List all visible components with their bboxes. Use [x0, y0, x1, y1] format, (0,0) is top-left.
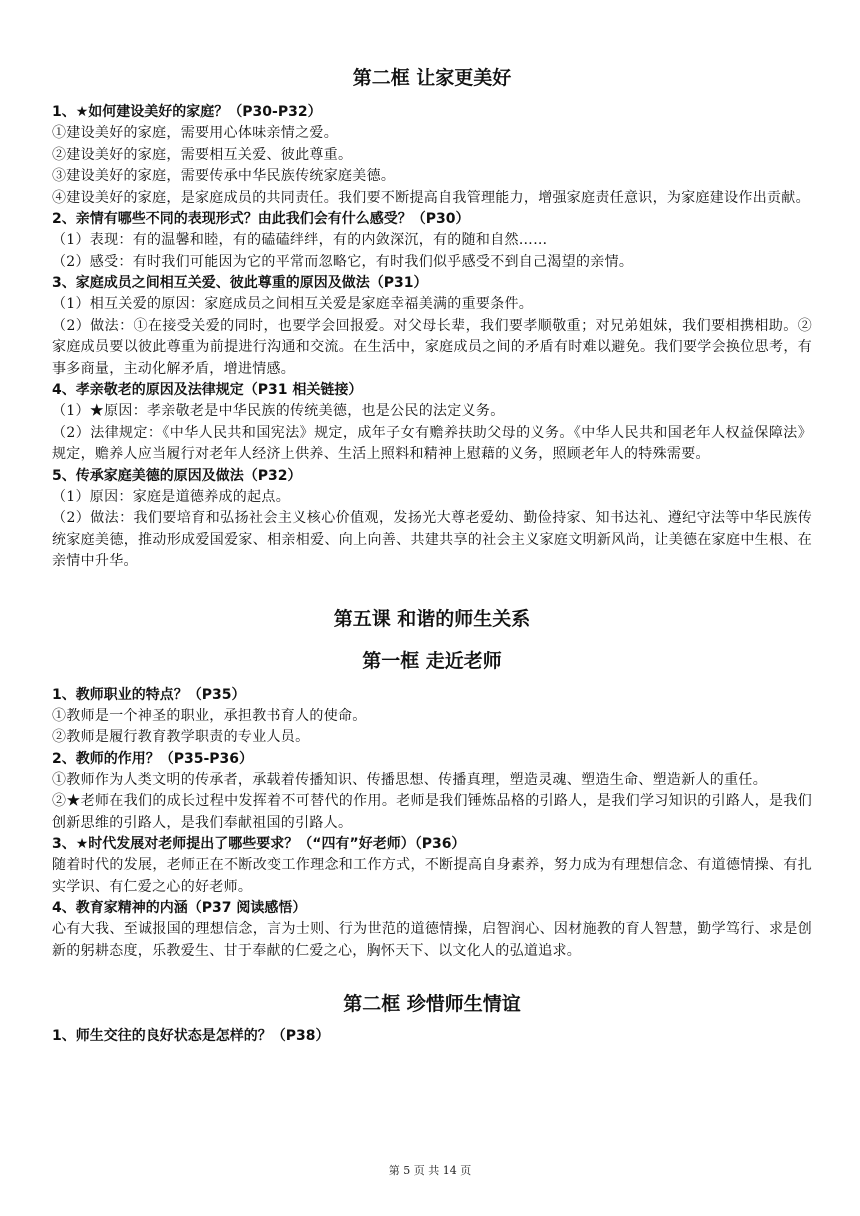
question-block	[52, 209, 812, 273]
question-block	[52, 685, 812, 749]
answer-paragraph: ④建设美好的家庭，是家庭成员的共同责任。我们要不断提高自我管理能力，增强家庭责任意识，为家庭建设作出贡献。	[52, 189, 810, 206]
question-heading: 1、师生交往的良好状态是怎样的？（P38）	[52, 1028, 330, 1044]
document-page	[52, 64, 812, 1047]
lesson-title: 第五课 和谐的师生关系	[333, 607, 531, 630]
answer-paragraph: （2）法律规定：《中华人民共和国宪法》规定，成年子女有赡养扶助父母的义务。《中华人民共和国老年人权益保障法》规定，赡养人应当履行对老年人经济上供养、生活上照料和精神上慰藉的义务，照顾老年人的特殊需要。	[52, 424, 812, 462]
question-block	[52, 898, 812, 962]
question-heading: 4、孝亲敬老的原因及法律规定（P31 相关链接）	[52, 382, 363, 398]
answer-paragraph: ①教师是一个神圣的职业，承担教书育人的使命。	[52, 707, 367, 724]
answer-paragraph: （1）表现：有的温馨和睦，有的磕磕绊绊，有的内敛深沉，有的随和自然……	[52, 232, 548, 248]
answer-paragraph: （1）原因：家庭是道德养成的起点。	[52, 488, 291, 505]
answer-paragraph: 心有大我、至诚报国的理想信念，言为士则、行为世范的道德情操，启智润心、因材施教的育人智慧，勤学笃行、求是创新的躬耕态度，乐教爱生、甘于奉献的仁爱之心，胸怀天下、以文化人的弘道追求。	[52, 921, 812, 959]
question-heading: 4、教育家精神的内涵（P37 阅读感悟）	[52, 900, 307, 916]
answer-paragraph: ①教师作为人类文明的传承者，承载着传播知识、传播思想、传播真理，塑造灵魂、塑造生命、塑造新人的重任。	[52, 771, 767, 788]
answer-paragraph: ②教师是履行教育教学职责的专业人员。	[52, 729, 310, 745]
answer-paragraph: ①建设美好的家庭，需要用心体味亲情之爱。	[52, 125, 338, 141]
answer-paragraph: （2）做法：①在接受关爱的同时，也要学会回报爱。对父母长辈，我们要孝顺敬重；对兄弟姐妹，我们要相携相助。②家庭成员要以彼此尊重为前提进行沟通和交流。在生活中，家庭成员之间的矛盾有时难以避免。我们要学会换位思考，有事多商量，主动化解矛盾，增进情感。	[52, 317, 812, 377]
section-title: 第二框 珍惜师生情谊	[343, 993, 521, 1015]
question-block	[52, 834, 812, 898]
question-heading: 2、教师的作用？（P35-P36）	[52, 750, 254, 767]
question-heading: 3、★时代发展对老师提出了哪些要求？（“四有”好老师）（P36）	[52, 836, 466, 852]
answer-paragraph: （1）相互关爱的原因：家庭成员之间相互关爱是家庭幸福美满的重要条件。	[52, 296, 534, 312]
answer-paragraph: （2）感受：有时我们可能因为它的平常而忽略它，有时我们似乎感受不到自己渴望的亲情。	[52, 253, 634, 270]
answer-paragraph: 随着时代的发展，老师正在不断改变工作理念和工作方式，不断提高自身素养，努力成为有理想信念、有道德情操、有扎实学识、有仁爱之心的好老师。	[52, 857, 812, 895]
answer-paragraph: ②建设美好的家庭，需要相互关爱、彼此尊重。	[52, 146, 353, 163]
question-block	[52, 466, 812, 573]
answer-paragraph: ②★老师在我们的成长过程中发挥着不可替代的作用。老师是我们锤炼品格的引路人，是我们学习知识的引路人，是我们创新思维的引路人，是我们奉献祖国的引路人。	[52, 793, 812, 831]
answer-paragraph: （2）做法：我们要培育和弘扬社会主义核心价值观，发扬光大尊老爱幼、勤俭持家、知书达礼、遵纪守法等中华民族传统家庭美德，推动形成爱国爱家、相亲相爱、向上向善、共建共享的社会主义家庭文明新风尚，让美德在家庭中生根、在亲情中升华。	[52, 510, 812, 569]
section-title: 第一框 走近老师	[362, 649, 502, 672]
question-heading: 1、教师职业的特点？（P35）	[52, 686, 246, 703]
question-block	[52, 273, 812, 380]
question-block	[52, 102, 812, 209]
question-block	[52, 1026, 812, 1047]
question-heading: 2、亲情有哪些不同的表现形式？由此我们会有什么感受？（P30）	[52, 211, 470, 227]
answer-paragraph: （1）★原因：孝亲敬老是中华民族的传统美德，也是公民的法定义务。	[52, 403, 505, 419]
question-heading: 5、传承家庭美德的原因及做法（P32）	[52, 467, 302, 484]
question-block	[52, 749, 812, 835]
question-heading: 1、★如何建设美好的家庭？（P30-P32）	[52, 104, 322, 120]
question-heading: 3、家庭成员之间相互关爱、彼此尊重的原因及做法（P31）	[52, 275, 428, 291]
answer-paragraph: ③建设美好的家庭，需要传承中华民族传统家庭美德。	[52, 168, 396, 184]
section-title: 第二框 让家更美好	[352, 67, 512, 89]
question-block	[52, 380, 812, 466]
page-footer: 第 5 页 共 14 页	[388, 1164, 472, 1177]
